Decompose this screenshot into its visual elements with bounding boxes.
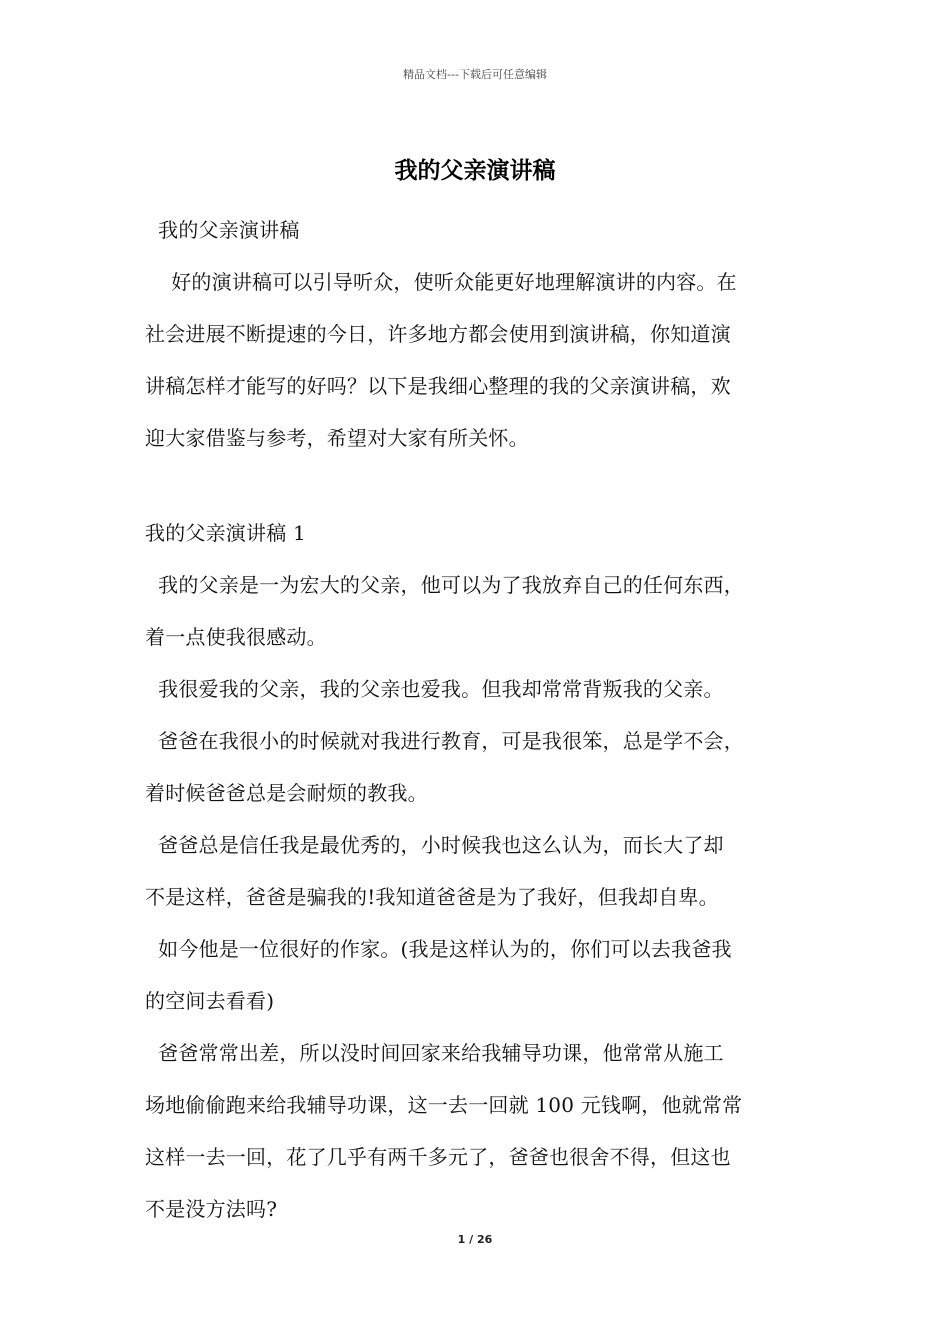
body-line: 爸爸常常出差，所以没时间回家来给我辅导功课，他常常从施工 [145, 1041, 724, 1065]
document-title: 我的父亲演讲稿 [394, 158, 556, 184]
intro-line: 迎大家借鉴与参考，希望对大家有所关怀。 [145, 426, 529, 450]
body-line: 我的父亲是一为宏大的父亲，他可以为了我放弃自己的任何东西， [145, 573, 744, 597]
intro-line: 我的父亲演讲稿 [145, 218, 300, 242]
body-line: 着时候爸爸总是会耐烦的教我。 [145, 781, 428, 805]
body-line: 爸爸总是信任我是最优秀的，小时候我也这么认为，而长大了却 [145, 833, 724, 857]
body-line: 这样一去一回，花了几乎有两千多元了，爸爸也很舍不得，但这也 [145, 1145, 731, 1169]
body-line: 不是没方法吗? [145, 1197, 278, 1221]
document-body [145, 204, 817, 1235]
body-line: 的空间去看看) [145, 989, 275, 1013]
body-line: 着一点使我很感动。 [145, 625, 327, 649]
body-line: 不是这样，爸爸是骗我的!我知道爸爸是为了我好，但我却自卑。 [145, 885, 719, 909]
intro-line: 讲稿怎样才能写的好吗？以下是我细心整理的我的父亲演讲稿，欢 [145, 374, 731, 398]
body-line: 场地偷偷跑来给我辅导功课，这一去一回就 100 元钱啊，他就常常 [145, 1093, 743, 1117]
paragraph-gap [145, 464, 817, 507]
section-heading: 我的父亲演讲稿 1 [145, 521, 306, 545]
intro-line: 社会进展不断提速的今日，许多地方都会使用到演讲稿，你知道演 [145, 322, 731, 346]
body-line: 如今他是一位很好的作家。(我是这样认为的，你们可以去我爸我 [145, 937, 732, 961]
body-line: 我很爱我的父亲，我的父亲也爱我。但我却常常背叛我的父亲。 [145, 677, 724, 701]
intro-line: 好的演讲稿可以引导听众，使听众能更好地理解演讲的内容。在 [145, 270, 737, 294]
page-header: 精品文档---下载后可任意编辑 [403, 68, 547, 81]
page-number: 1 / 26 [457, 1233, 493, 1246]
body-line: 爸爸在我很小的时候就对我进行教育，可是我很笨，总是学不会， [145, 729, 744, 753]
